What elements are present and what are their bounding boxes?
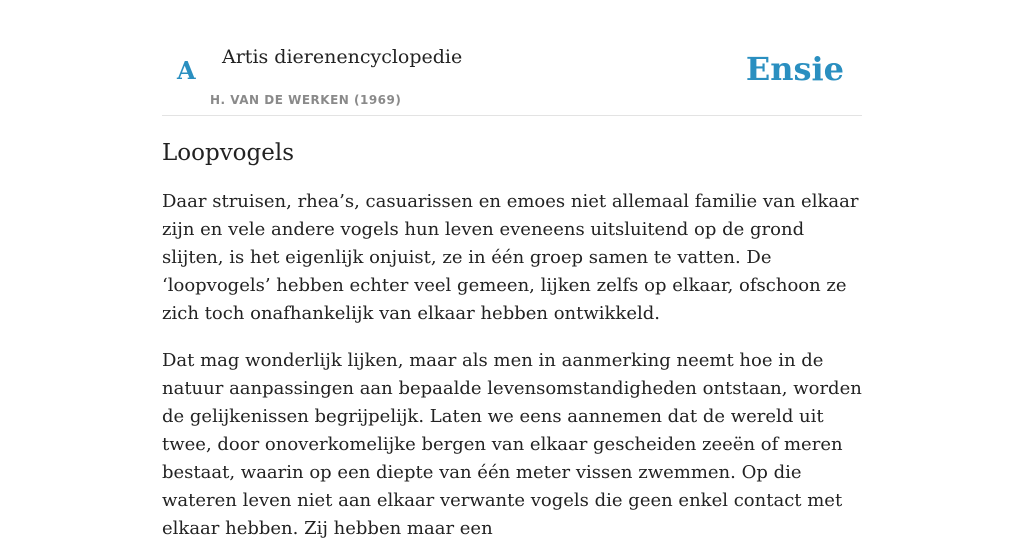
book-title-link[interactable]: Artis dierenencyclopedie (222, 46, 463, 68)
page (162, 0, 862, 543)
book-author: H. VAN DE WERKEN (1969) (210, 93, 402, 107)
book-logo[interactable]: A (177, 56, 196, 85)
brand-logo-link[interactable]: Ensie (745, 50, 844, 88)
page-header (162, 44, 862, 116)
entry-paragraph-2: Dat mag wonderlijk lijken, maar als men in aanmerking neemt hoe in de natuur aanpassingen aan bepaalde levensomstandigheden ontstaan, worden de gelijkenissen begrijpelijk. Laten we eens aannemen dat de wereld uit twee, door onoverkomelijke bergen van elkaar gescheiden zeeën of meren bestaat, waarin op een diepte van één meter vissen zwemmen. Op die wateren leven niet aan elkaar verwante vogels die geen enkel contact met elkaar hebben. Zij hebben maar een (162, 350, 862, 539)
entry-title: Loopvogels (162, 140, 295, 166)
entry-paragraph-1: Daar struisen, rhea’s, casuarissen en emoes niet allemaal familie van elkaar zijn en vele andere vogels hun leven eveneens uitsluitend op de grond slijten, is het eigenlijk onjuist, ze in één groep samen te vatten. De ‘loopvogels’ hebben echter veel gemeen, lijken zelfs op elkaar, ofschoon ze zich toch onafhankelijk van elkaar hebben ontwikkeld. (162, 191, 859, 324)
